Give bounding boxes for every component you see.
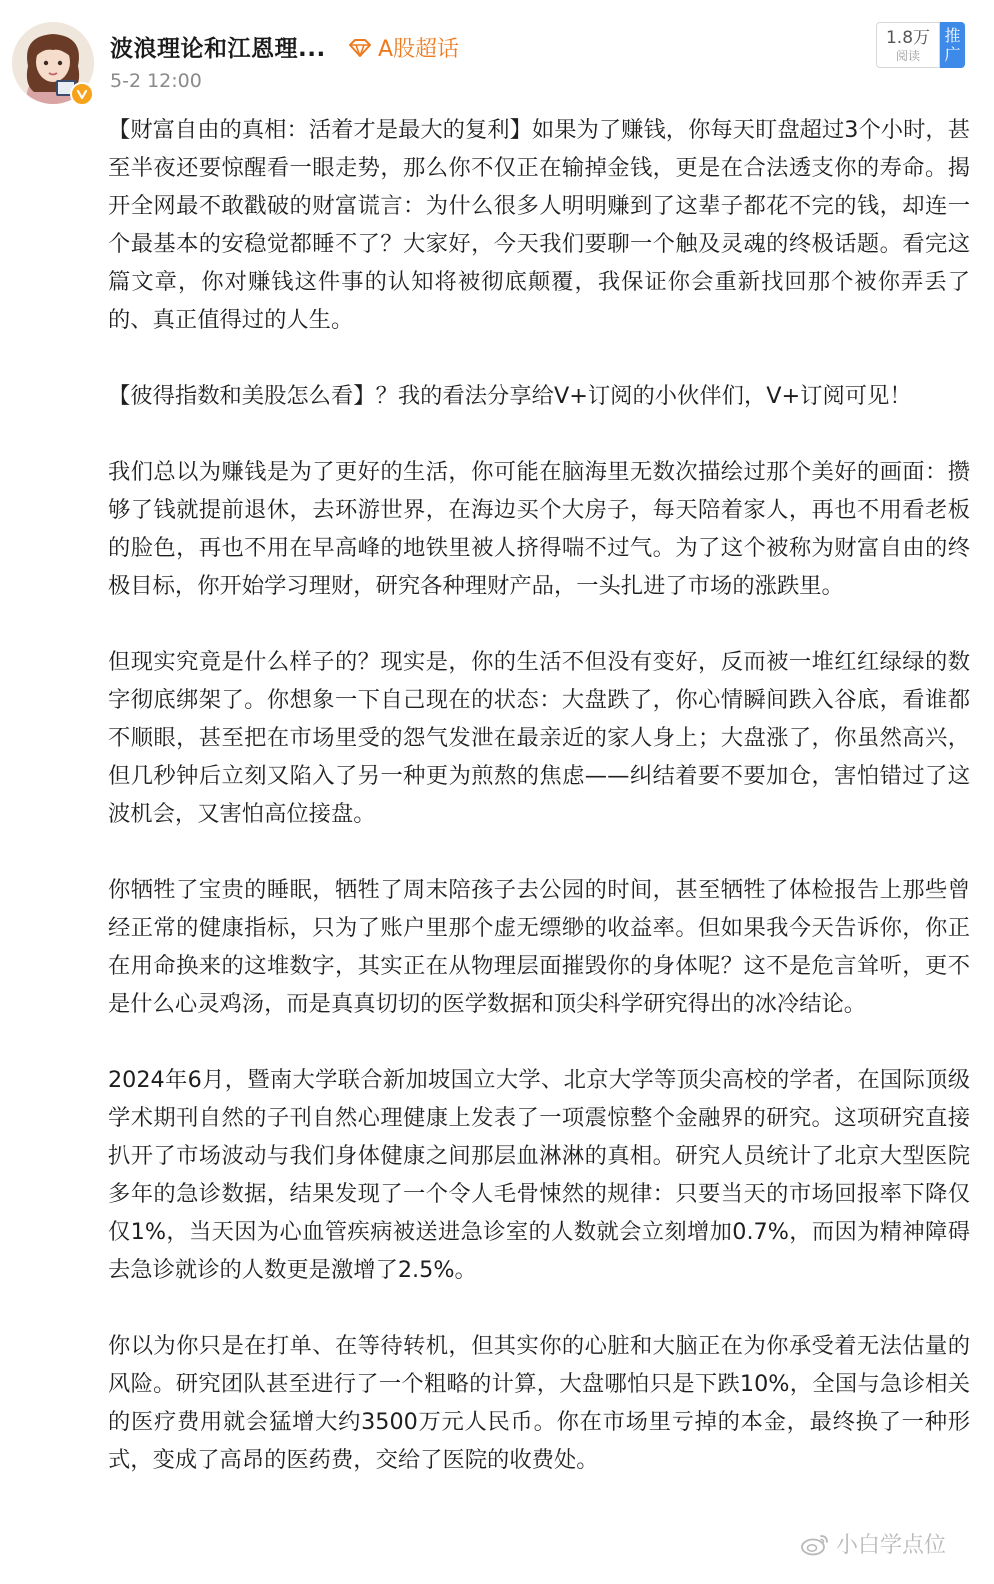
- post-paragraph: 但现实究竟是什么样子的？现实是，你的生活不但没有变好，反而被一堆红红绿绿的数字彻底绑架了。你想象一下自己现在的状态：大盘跌了，你心情瞬间跌入谷底，看谁都不顺眼，甚至把在市场里受的怨气发泄在最亲近的家人身上；大盘涨了，你虽然高兴，但几秒钟后立刻又陷入了另一种更为煎熬的焦虑——纠结着要不要加仓，害怕错过了这波机会，又害怕高位接盘。: [108, 649, 970, 827]
- post-time: 5-2 12:00: [110, 70, 202, 92]
- weibo-logo-icon: [800, 1532, 830, 1556]
- views-count: 1.8万: [885, 28, 931, 48]
- post-paragraph: 【财富自由的真相：活着才是最大的复利】如果为了赚钱，你每天盯盘超过3个小时，甚至半夜还要惊醒看一眼走势，那么你不仅正在输掉金钱，更是在合法透支你的寿命。揭开全网最不敢戳破的财富谎言：为什么很多人明明赚到了这辈子都花不完的钱，却连一个最基本的安稳觉都睡不了？大家好，今天我们要聊一个触及灵魂的终极话题。看完这篇文章，你对赚钱这件事的认知将被彻底颠覆，我保证你会重新找回那个被你弄丢了的、真正值得过的人生。: [108, 117, 970, 333]
- verified-badge-icon: [70, 82, 94, 106]
- diamond-icon: [348, 38, 372, 58]
- super-topic-link[interactable]: [348, 32, 459, 63]
- post-body: [108, 111, 970, 1517]
- post-paragraph: 你以为你只是在打单、在等待转机，但其实你的心脏和大脑正在为你承受着无法估量的风险。研究团队甚至进行了一个粗略的计算，大盘哪怕只是下跌10%，全国与急诊相关的医疗费用就会猛增大约3500万元人民币。你在市场里亏掉的本金，最终换了一种形式，变成了高昂的医药费，交给了医院的收费处。: [108, 1333, 970, 1473]
- watermark: [800, 1528, 946, 1559]
- username[interactable]: 波浪理论和江恩理...: [110, 36, 326, 62]
- views-counter: [876, 22, 940, 68]
- post-paragraph: 2024年6月，暨南大学联合新加坡国立大学、北京大学等顶尖高校的学者，在国际顶级学术期刊自然的子刊自然心理健康上发表了一项震惊整个金融界的研究。这项研究直接扒开了市场波动与我们身体健康之间那层血淋淋的真相。研究人员统计了北京大型医院多年的急诊数据，结果发现了一个令人毛骨悚然的规律：只要当天的市场回报率下降仅仅1%，当天因为心血管疾病被送进急诊室的人数就会立刻增加0.7%，而因为精神障碍去急诊就诊的人数更是激增了2.5%。: [108, 1067, 970, 1283]
- watermark-text: 小白学点位: [836, 1533, 947, 1558]
- post-header: [0, 0, 994, 110]
- post-paragraph: 你牺牲了宝贵的睡眠，牺牲了周末陪孩子去公园的时间，甚至牺牲了体检报告上那些曾经正常的健康指标，只为了账户里那个虚无缥缈的收益率。但如果我今天告诉你，你正在用命换来的这堆数字，其实正在从物理层面摧毁你的身体呢？这不是危言耸听，更不是什么心灵鸡汤，而是真真切切的医学数据和顶尖科学研究得出的冰冷结论。: [108, 877, 970, 1017]
- promote-button[interactable]: 推广: [940, 22, 965, 68]
- super-topic-label: A股超话: [378, 37, 460, 62]
- post-paragraph: 【彼得指数和美股怎么看】？我的看法分享给V+订阅的小伙伴们，V+订阅可见！: [108, 383, 912, 409]
- views-label: 阅读: [895, 49, 920, 63]
- post-paragraph: 我们总以为赚钱是为了更好的生活，你可能在脑海里无数次描绘过那个美好的画面：攒够了钱就提前退休，去环游世界，在海边买个大房子，每天陪着家人，再也不用看老板的脸色，再也不用在早高峰的地铁里被人挤得喘不过气。为了这个被称为财富自由的终极目标，你开始学习理财，研究各种理财产品，一头扎进了市场的涨跌里。: [108, 459, 970, 599]
